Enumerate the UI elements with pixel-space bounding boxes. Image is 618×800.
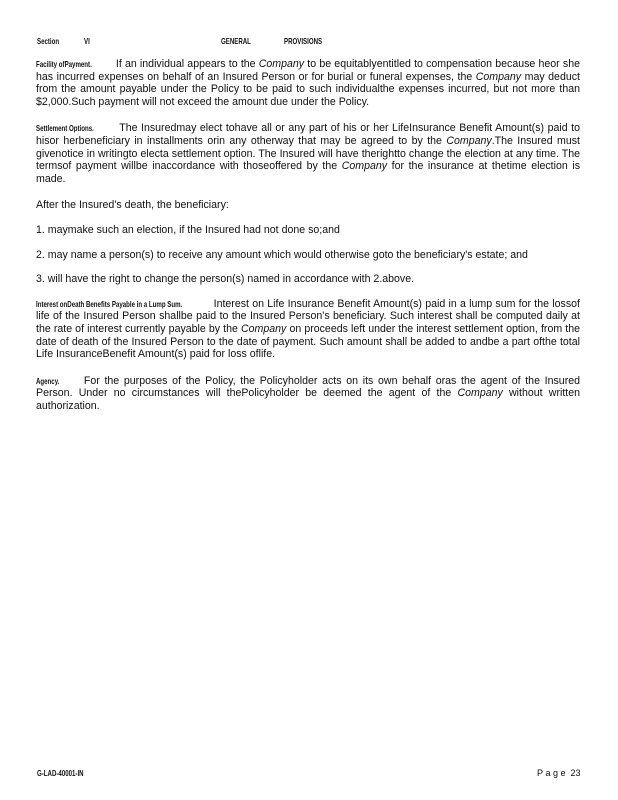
settlement-options-paragraph xyxy=(36,122,580,185)
facility-of-payment-paragraph xyxy=(36,58,580,108)
facility-text-3: may deduct from the amount payable under the Policy to be paid to such individualthe expenses incurred, but not more than $2,000.Such payment will not exceed the amount due under the Policy. xyxy=(36,70,580,108)
list-item: 1. maymake such an election, if the Insured had not done so;and xyxy=(36,223,340,236)
section-header xyxy=(37,36,597,48)
section-title-word-2: PROVISIONS xyxy=(284,36,323,46)
agency-paragraph xyxy=(36,375,580,413)
section-number: VI xyxy=(84,36,90,46)
list-item: 3. will have the right to change the person(s) named in accordance with 2.above. xyxy=(36,273,415,286)
company-term: Company xyxy=(258,58,305,70)
interest-paragraph xyxy=(36,298,580,361)
settlement-text-1: The Insuredmay elect tohave all or any part of his or her LifeInsurance Benefit Amount(s) paid to hisor herbeneficiary in installments orin any otherway that may be agreed to by the xyxy=(36,122,580,147)
settlement-text-2: .The Insured must givenotice in writingto electa settlement option. The Insured will have therightto change the election at any time. The termsof payment willbe inaccordance with thoseoffered by the xyxy=(36,134,580,173)
interest-heading: Interest onDeath Benefits Payable in a Lump Sum. xyxy=(36,298,183,309)
company-term: Company xyxy=(446,134,492,147)
section-label: Section xyxy=(37,36,60,46)
after-death-intro: After the Insured's death, the beneficiary: xyxy=(36,199,229,212)
document-body xyxy=(36,58,580,426)
agency-text-2: without written authorization. xyxy=(36,387,580,412)
facility-of-payment-heading: Facility ofPayment. xyxy=(36,59,92,69)
company-term: Company xyxy=(475,70,522,83)
section-title-word-1: GENERAL xyxy=(221,36,251,46)
facility-text-2: to be equitablyentitled to compensation because heor she has incurred expenses on behalf of an Insured Person or for burial or funeral expenses, the xyxy=(36,58,580,83)
form-number: G-LAD-40001-IN xyxy=(37,768,84,778)
company-term: Company xyxy=(457,387,503,400)
agency-heading: Agency. xyxy=(36,375,60,386)
page-number: 23 xyxy=(570,768,581,778)
page-label: Page xyxy=(537,768,569,778)
settlement-text-3: for the insurance at thetime election is made. xyxy=(36,160,580,185)
company-term: Company xyxy=(241,322,287,335)
list-item: 2. may name a person(s) to receive any amount which would otherwise goto the beneficiary's estate; and xyxy=(36,248,528,261)
settlement-options-heading: Settlement Options. xyxy=(36,123,94,134)
facility-text-1: If an individual appears to the xyxy=(115,58,259,70)
interest-text-1: Interest on Life Insurance Benefit Amount(s) paid in a lump sum for the lossof life of the Insured Person shallbe paid to the Insured Person's beneficiary. Such interest shall be computed daily at the rate of interest currently payable by the xyxy=(36,297,580,335)
page-indicator xyxy=(537,768,581,778)
company-term: Company xyxy=(341,160,388,173)
agency-text-1: For the purposes of the Policy, the Policyholder acts on its own behalf oras the agent of the Insured Person. Under no circumstances will thePolicyholder be deemed the agent of the xyxy=(36,374,581,400)
interest-text-2: on proceeds left under the interest settlement option, from the date of death of the Insured Person to the date of payment. Such amount shall be added to andbe a part ofthe total Life InsuranceBenefit Amount(s) paid for loss oflife. xyxy=(36,322,580,361)
